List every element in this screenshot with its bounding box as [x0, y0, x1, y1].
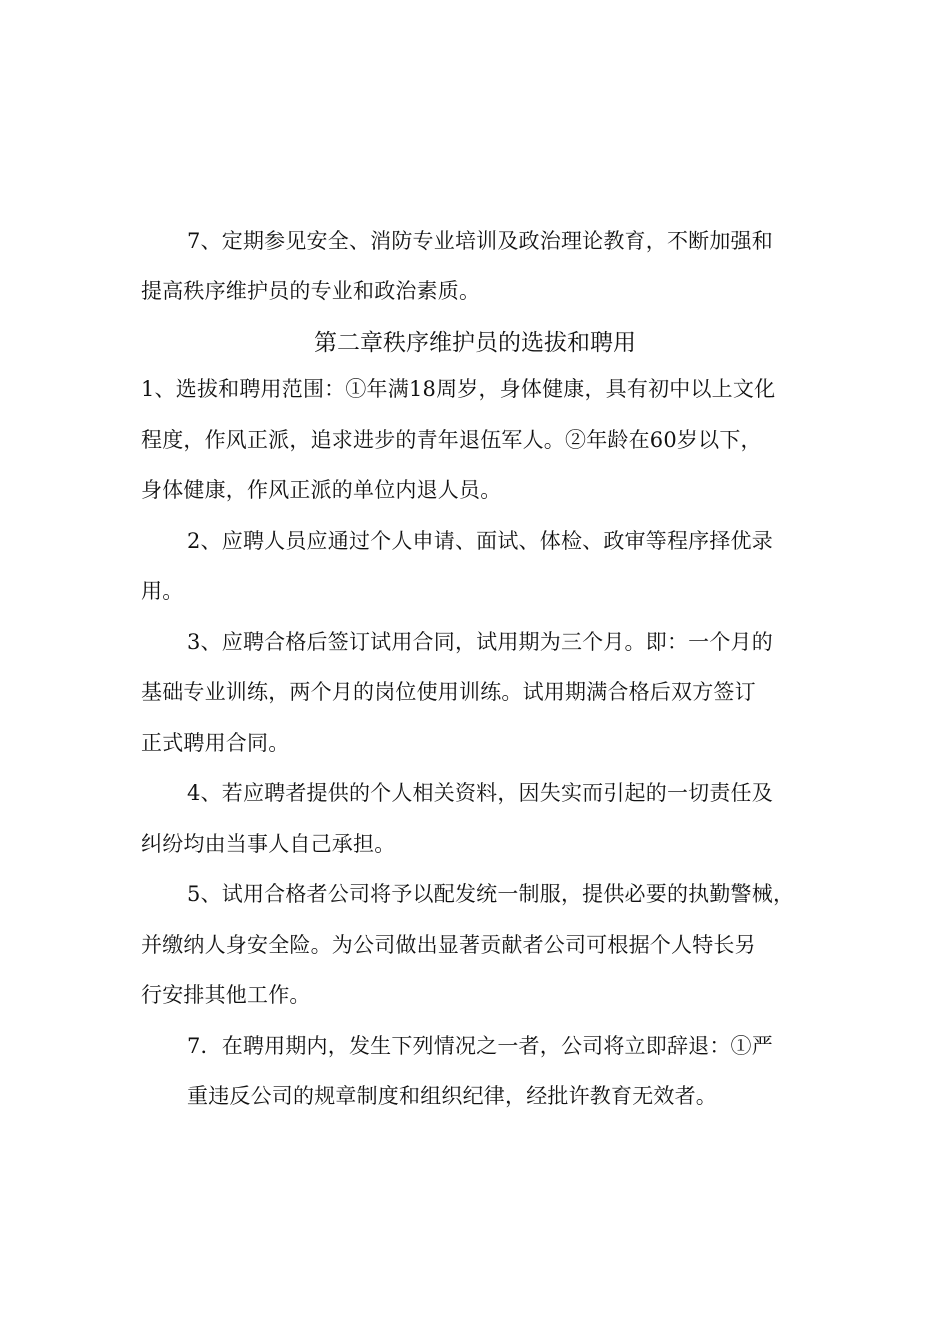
item-4-line-2: 纠纷均由当事人自己承担。 [141, 832, 396, 856]
item-4-line-1: 4、若应聘者提供的个人相关资料，因失实而引起的一切责任及 [187, 781, 773, 805]
item-7-line-2: 重违反公司的规章制度和组织纪律，经批许教育无效者。 [187, 1084, 717, 1108]
item-1-line-3: 身体健康，作风正派的单位内退人员。 [141, 478, 502, 502]
paragraph-7-line-1: 7、定期参见安全、消防专业培训及政治理论教育，不断加强和 [187, 229, 773, 253]
item-2-line-1: 2、应聘人员应通过个人申请、面试、体检、政审等程序择优录 [187, 529, 773, 553]
item-3-line-3: 正式聘用合同。 [141, 731, 290, 755]
item-5-line-3: 行安排其他工作。 [141, 983, 311, 1007]
chapter-heading: 第二章秩序维护员的选拔和聘用 [314, 330, 636, 356]
item-1-line-2: 程度，作风正派，追求进步的青年退伍军人。②年龄在60岁以下， [141, 428, 762, 452]
item-1-line-1: 1、选拔和聘用范围：①年满18周岁，身体健康，具有初中以上文化 [141, 377, 776, 401]
item-3-line-2: 基础专业训练，两个月的岗位使用训练。试用期满合格后双方签订 [141, 680, 756, 704]
item-5-line-2: 并缴纳人身安全险。为公司做出显著贡献者公司可根据个人特长另 [141, 933, 756, 957]
item-5-line-1: 5、试用合格者公司将予以配发统一制服，提供必要的执勤警械， [187, 882, 795, 906]
item-2-line-2: 用。 [141, 579, 184, 603]
item-3-line-1: 3、应聘合格后签订试用合同，试用期为三个月。即：一个月的 [187, 630, 773, 654]
item-7-line-1: 7．在聘用期内，发生下列情况之一者，公司将立即辞退：①严 [187, 1034, 773, 1058]
paragraph-7-line-2: 提高秩序维护员的专业和政治素质。 [141, 279, 481, 303]
